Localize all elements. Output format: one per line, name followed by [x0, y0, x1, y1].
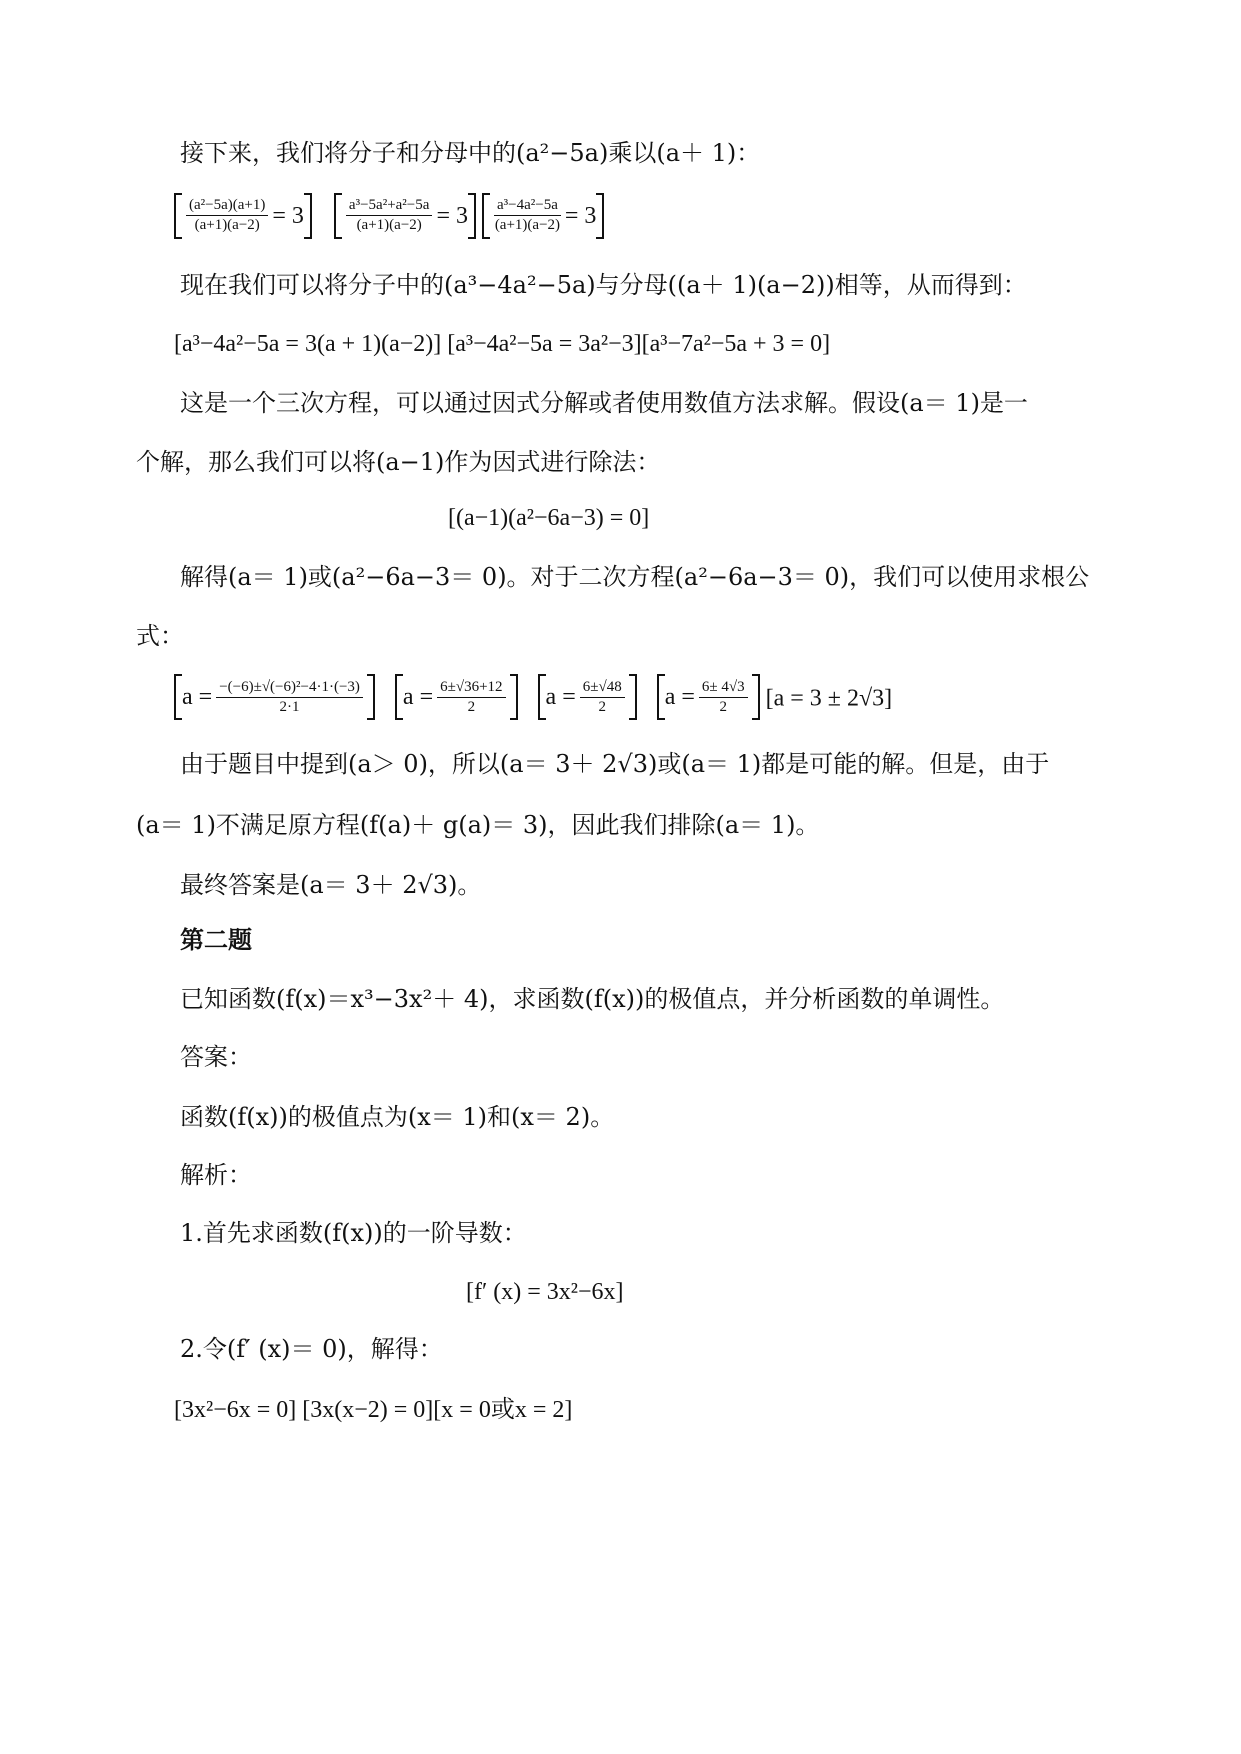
- root-step-3: [538, 674, 637, 720]
- root-step-2-fraction: [437, 680, 505, 715]
- fraction-3: [494, 198, 561, 233]
- root-step-1: [174, 674, 375, 720]
- fraction-2-denominator: (a+1)(a−2): [356, 217, 422, 233]
- root-step-1-lhs: a =: [182, 684, 213, 710]
- root-step-3-numerator: 6±√48: [580, 680, 625, 698]
- fraction-1-rhs: = 3: [272, 202, 304, 229]
- text-line-8: 解得(a＝ 1)或(a²−6a−3＝ 0)。对于二次方程(a²−6a−3＝ 0)，我们可以使用求根公: [180, 563, 1090, 591]
- fraction-equation-1: [174, 193, 312, 239]
- root-step-3-fraction: [580, 680, 625, 715]
- root-step-4-fraction: [699, 680, 748, 715]
- root-step-1-numerator: −(−6)±√(−6)²−4·1·(−3): [216, 680, 363, 698]
- quadratic-formula-line: [174, 674, 892, 720]
- equation-line-4: [a³−4a²−5a = 3(a + 1)(a−2)] [a³−4a²−5a = 3a²−3][a³−7a²−5a + 3 = 0]: [174, 331, 831, 357]
- text-line-5: 这是一个三次方程，可以通过因式分解或者使用数值方法求解。假设(a＝ 1)是一: [180, 389, 1028, 417]
- text-line-13: 最终答案是(a＝ 3＋ 2√3)。: [180, 871, 482, 899]
- root-step-2-lhs: a =: [402, 684, 434, 710]
- root-step-1-denominator: 2·1: [279, 698, 300, 715]
- fraction-equations-line: [174, 190, 604, 239]
- fraction-3-numerator: a³−4a²−5a: [494, 198, 561, 216]
- root-step-3-lhs: a =: [545, 684, 576, 710]
- fraction-1: [186, 198, 268, 233]
- fraction-equation-3: [482, 193, 604, 239]
- root-step-4-lhs: a =: [664, 684, 695, 710]
- fraction-3-rhs: = 3: [564, 202, 597, 229]
- text-line-12: (a＝ 1)不满足原方程(f(a)＋ g(a)＝ 3)，因此我们排除(a＝ 1)。: [136, 811, 820, 839]
- step-2-text: 2.令(f′ (x)＝ 0)，解得：: [180, 1335, 443, 1363]
- text-line-9: 式：: [136, 622, 184, 650]
- fraction-2-numerator: a³−5a²+a²−5a: [346, 198, 433, 216]
- text-line-11: 由于题目中提到(a＞ 0)，所以(a＝ 3＋ 2√3)或(a＝ 1)都是可能的解。但是，由于: [180, 750, 1050, 778]
- fraction-2-rhs: = 3: [436, 202, 468, 229]
- fraction-3-denominator: (a+1)(a−2): [494, 217, 561, 233]
- answer-label: 答案：: [180, 1043, 252, 1071]
- text-line-6: 个解，那么我们可以将(a−1)作为因式进行除法：: [136, 448, 661, 476]
- equation-line-7: [(a−1)(a²−6a−3) = 0]: [448, 505, 650, 531]
- root-step-2-numerator: 6±√36+12: [437, 680, 505, 698]
- equation-line-22: [3x²−6x = 0] [3x(x−2) = 0][x = 0或x = 2]: [174, 1397, 573, 1423]
- root-step-4-denominator: 2: [719, 698, 727, 715]
- fraction-equation-2: [334, 193, 476, 239]
- text-line-1: 接下来，我们将分子和分母中的(a²−5a)乘以(a＋ 1)：: [180, 139, 761, 167]
- derivative-equation: [f′ (x) = 3x²−6x]: [466, 1279, 624, 1305]
- root-step-4: [657, 674, 760, 720]
- text-line-15: 已知函数(f(x)＝x³−3x²＋ 4)，求函数(f(x))的极值点，并分析函数的单调性。: [180, 985, 1005, 1013]
- root-final: [a = 3 ± 2√3]: [765, 685, 893, 712]
- fraction-1-numerator: (a²−5a)(a+1): [186, 198, 268, 216]
- fraction-1-denominator: (a+1)(a−2): [194, 217, 260, 233]
- text-line-3: 现在我们可以将分子中的(a³−4a²−5a)与分母((a＋ 1)(a−2))相等，从而得到：: [180, 271, 1027, 299]
- fraction-2: [346, 198, 433, 233]
- analysis-label: 解析：: [180, 1161, 252, 1189]
- root-step-4-numerator: 6± 4√3: [699, 680, 748, 698]
- section-heading: 第二题: [180, 925, 252, 954]
- root-step-1-fraction: [216, 680, 363, 715]
- step-1-text: 1.首先求函数(f(x))的一阶导数：: [180, 1219, 527, 1247]
- root-step-3-denominator: 2: [598, 698, 606, 715]
- root-step-2: [395, 674, 518, 720]
- text-line-17: 函数(f(x))的极值点为(x＝ 1)和(x＝ 2)。: [180, 1103, 615, 1131]
- root-step-2-denominator: 2: [467, 698, 476, 715]
